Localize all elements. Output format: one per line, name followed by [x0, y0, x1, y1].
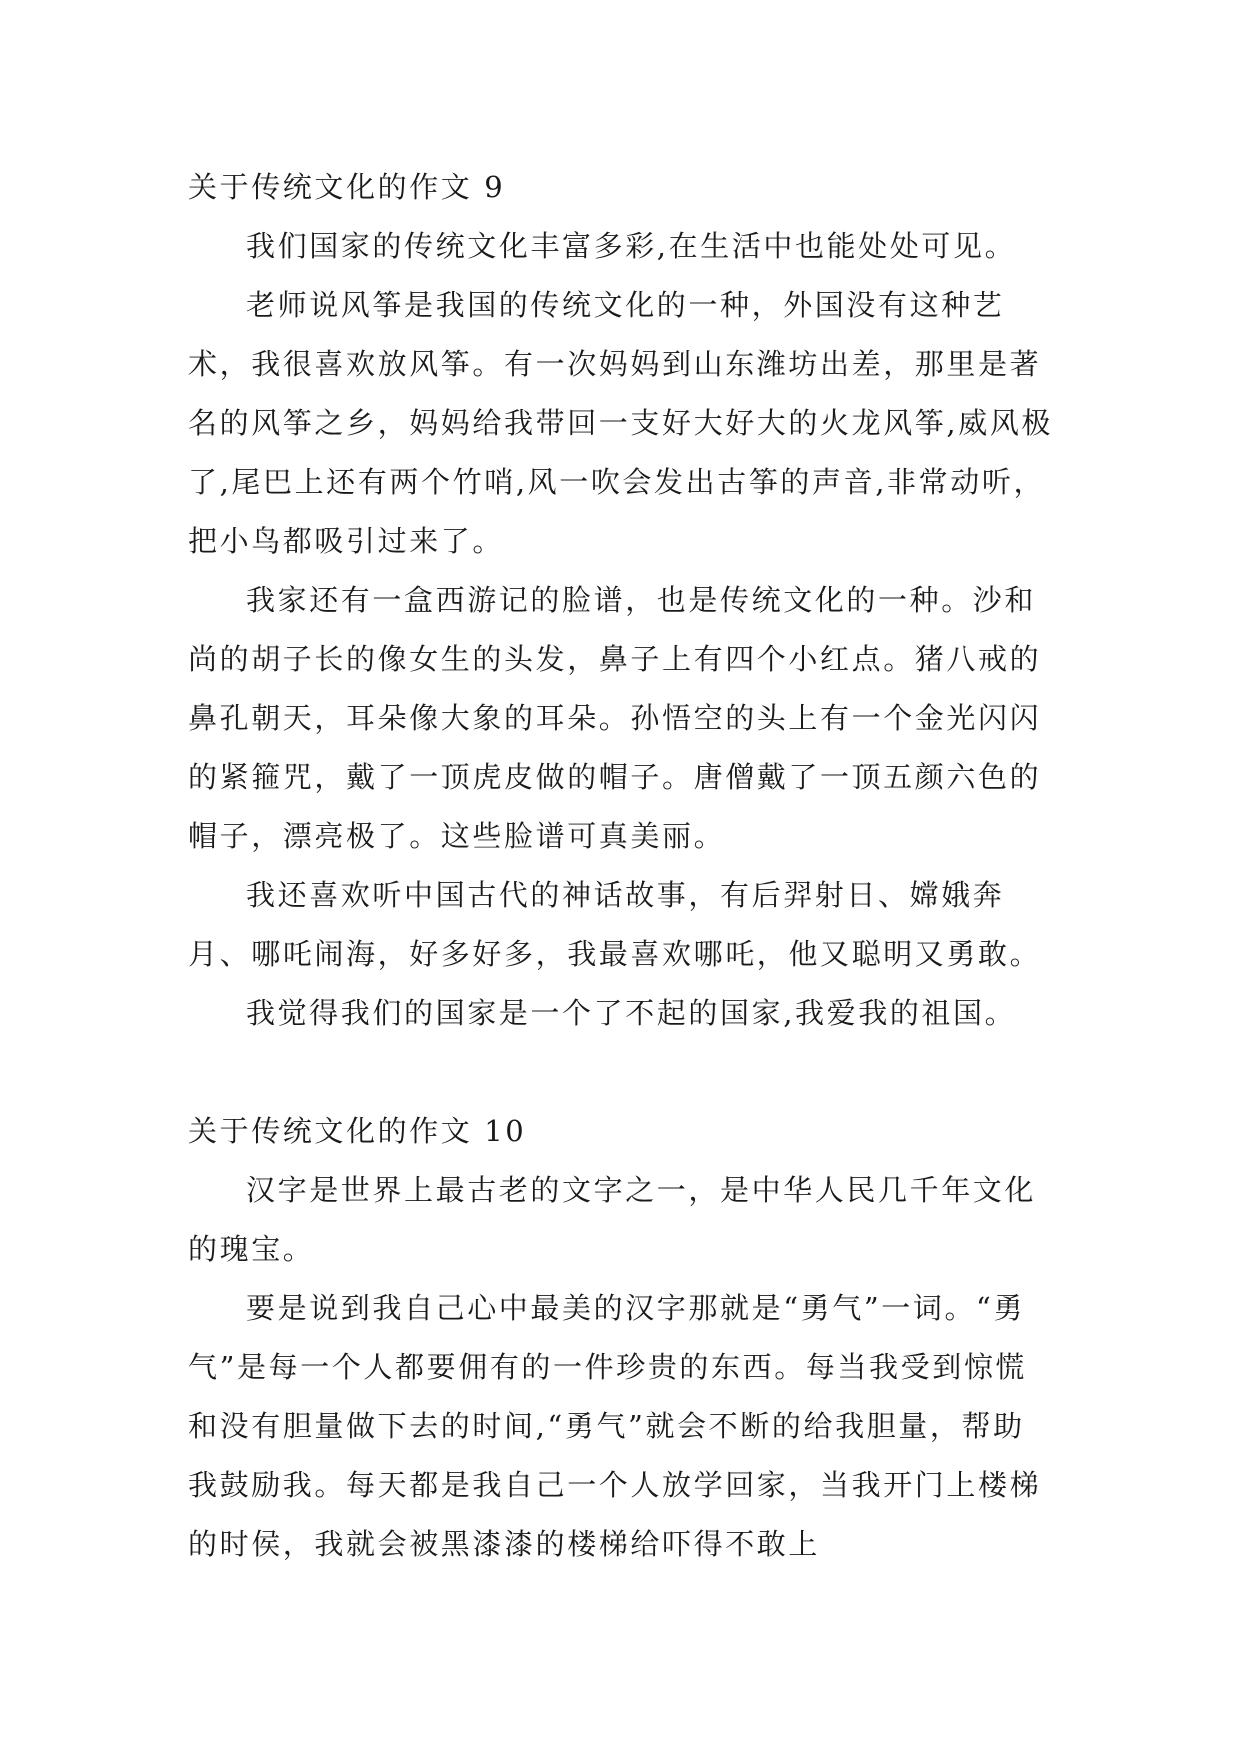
essay-heading: 关于传统文化的作文 9	[188, 170, 506, 204]
essay-heading: 关于传统文化的作文 10	[188, 1114, 527, 1148]
essay-paragraph: 我觉得我们的国家是一个了不起的国家,我爱我的祖国。	[246, 996, 1017, 1030]
section-spacer	[188, 1043, 1054, 1102]
essay-section-10	[188, 1102, 1054, 1574]
essay-paragraph: 要是说到我自己心中最美的汉字那就是“勇气”一词。“勇气”是每一个人都要佣有的一件珍贵的东西。每当我受到惊慌和没有胆量做下去的时间,“勇气”就会不断的给我胆量，帮助我鼓励我。每天都是我自己一个人放学回家，当我开门上楼梯的时侯，我就会被黑漆漆的楼梯给吓得不敢上	[188, 1291, 1042, 1561]
essay-paragraph: 老师说风筝是我国的传统文化的一种，外国没有这种艺术，我很喜欢放风筝。有一次妈妈到山东潍坊出差，那里是著名的风筝之乡，妈妈给我带回一支好大好大的火龙风筝,威风极了,尾巴上还有两个竹哨,风一吹会发出古筝的声音,非常动听，把小鸟都吸引过来了。	[188, 288, 1054, 558]
essay-paragraph: 我们国家的传统文化丰富多彩,在生活中也能处处可见。	[246, 229, 1017, 263]
essay-section-9	[188, 158, 1054, 1043]
essay-paragraph: 我家还有一盒西游记的脸谱，也是传统文化的一种。沙和尚的胡子长的像女生的头发，鼻子上有四个小红点。猪八戒的鼻孔朝天，耳朵像大象的耳朵。孙悟空的头上有一个金光闪闪的紧箍咒，戴了一顶虎皮做的帽子。唐僧戴了一顶五颜六色的帽子，漂亮极了。这些脸谱可真美丽。	[188, 583, 1042, 853]
essay-paragraph: 汉字是世界上最古老的文字之一，是中华人民几千年文化的瑰宝。	[188, 1173, 1037, 1266]
essay-paragraph: 我还喜欢听中国古代的神话故事，有后羿射日、嫦娥奔月、哪吒闹海，好多好多，我最喜欢哪吒，他又聪明又勇敢。	[188, 878, 1042, 971]
document-page	[188, 158, 1054, 1574]
